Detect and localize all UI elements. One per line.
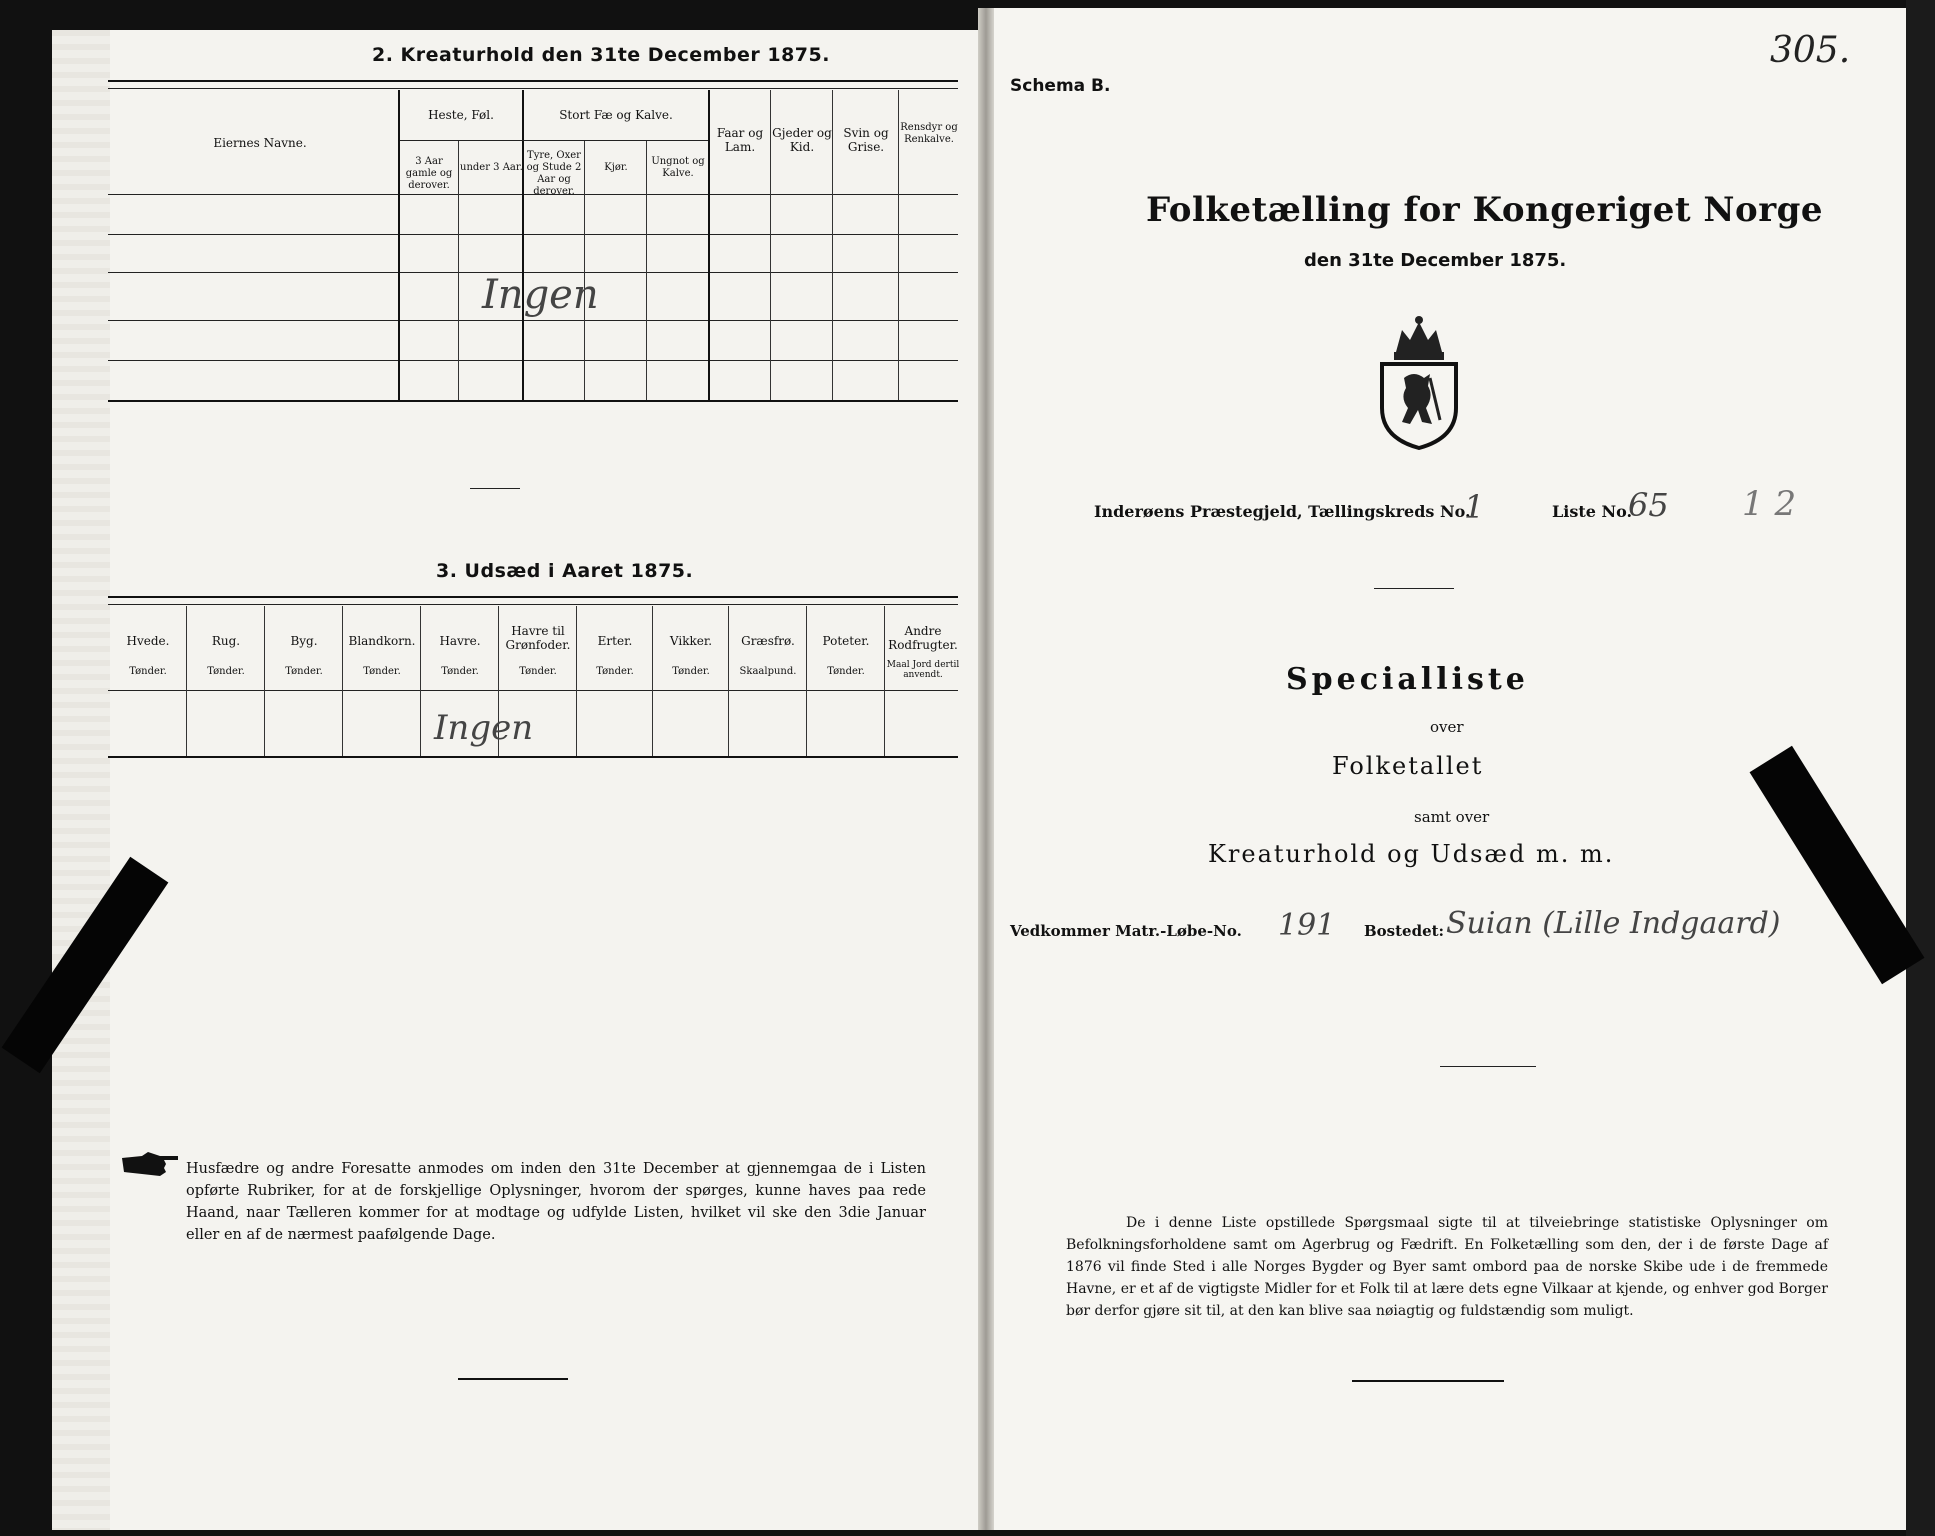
owner-name-header: Eiernes Navne. xyxy=(213,136,307,150)
cattle-header: Stort Fæ og Kalve. xyxy=(559,108,673,122)
goats-header: Gjeder og Kid. xyxy=(772,126,832,154)
section3-title: 3. Udsæd i Aaret 1875. xyxy=(436,560,694,582)
coat-of-arms-icon xyxy=(1374,312,1464,454)
cattle-bulls-header: Tyre, Oxer og Stude 2 Aar og derover. xyxy=(526,150,582,197)
table-rule xyxy=(400,140,708,141)
table-divider xyxy=(186,606,187,756)
cattle-cows-header: Kjør. xyxy=(604,162,628,173)
crop-header: Havre. xyxy=(439,634,481,648)
table-divider xyxy=(342,606,343,756)
crop-unit: Tønder. xyxy=(363,666,401,677)
district-number: 1 xyxy=(1464,488,1485,526)
crop-unit: Tønder. xyxy=(207,666,245,677)
crop-header: Andre Rodfrugter. xyxy=(888,624,958,652)
crop-unit: Tønder. xyxy=(129,666,167,677)
crop-header: Erter. xyxy=(597,634,633,648)
table-divider xyxy=(522,90,524,400)
sheep-header: Faar og Lam. xyxy=(716,126,764,154)
table-divider xyxy=(652,606,653,756)
crop-unit: Tønder. xyxy=(672,666,710,677)
crop-unit: Tønder. xyxy=(596,666,634,677)
bosted-value: Suian (Lille Indgaard) xyxy=(1446,906,1781,941)
table-divider xyxy=(646,140,647,400)
crop-header: Poteter. xyxy=(822,634,870,648)
folketallet-heading: Folketallet xyxy=(1332,752,1484,780)
main-title: Folketælling for Kongeriget Norge xyxy=(1146,190,1824,230)
table-divider xyxy=(398,90,400,400)
schema-label: Schema B. xyxy=(1010,76,1111,96)
left-page-margin xyxy=(52,30,110,1530)
separator-dash xyxy=(1352,1380,1504,1382)
table-divider xyxy=(898,90,899,400)
crop-header: Græsfrø. xyxy=(741,634,795,648)
crop-unit: Tønder. xyxy=(285,666,323,677)
crop-header: Havre til Grønfoder. xyxy=(505,624,571,652)
table-rule xyxy=(108,690,958,691)
crop-header: Byg. xyxy=(290,634,318,648)
crop-header: Blandkorn. xyxy=(348,634,416,648)
table-divider xyxy=(728,606,729,756)
table-divider xyxy=(832,90,833,400)
crop-unit: Tønder. xyxy=(441,666,479,677)
crop-unit: Maal Jord dertil anvendt. xyxy=(886,660,960,680)
table-rule xyxy=(108,360,958,361)
horses-under3-header: under 3 Aar. xyxy=(460,162,523,173)
table-divider xyxy=(458,140,459,400)
table-divider xyxy=(770,90,771,400)
left-page xyxy=(52,30,986,1530)
section2-title: 2. Kreaturhold den 31te December 1875. xyxy=(372,44,830,66)
table-divider xyxy=(584,140,585,400)
district-label: Inderøens Præstegjeld, Tællingskreds No. xyxy=(1094,502,1471,521)
table-divider xyxy=(806,606,807,756)
table-rule xyxy=(108,756,958,758)
book-spine xyxy=(978,8,994,1530)
matr-label: Vedkommer Matr.-Løbe-No. xyxy=(1010,922,1242,940)
table-rule xyxy=(108,596,958,598)
instructions-notice: Husfædre og andre Foresatte anmodes om inden den 31te December at gjennemgaa de i Listen opførte Rubriker, for at de forskjellige Oplysninger, hvorom der spørges, kunne haves paa rede Haand, naar Tælleren kommer for at modtage og udfylde Listen, hvilket vil ske den 3die Januar eller en af de nærmest paafølgende Dage. xyxy=(186,1161,926,1243)
table-divider xyxy=(576,606,577,756)
horses-3yr-header: 3 Aar gamle og derover. xyxy=(405,156,453,191)
crop-unit: Tønder. xyxy=(519,666,557,677)
reindeer-header: Rensdyr og Renkalve. xyxy=(900,122,958,145)
horses-header: Heste, Føl. xyxy=(428,108,494,122)
crop-unit: Tønder. xyxy=(827,666,865,677)
bosted-label: Bostedet: xyxy=(1364,922,1445,940)
table-rule xyxy=(108,80,958,82)
separator-dash xyxy=(1374,588,1454,589)
list-number: 65 xyxy=(1628,486,1669,524)
handwritten-ingen: Ingen xyxy=(434,708,534,748)
table-divider xyxy=(420,606,421,756)
table-divider xyxy=(264,606,265,756)
table-rule xyxy=(108,604,958,605)
separator-dash xyxy=(1440,1066,1536,1067)
matr-number: 191 xyxy=(1278,908,1336,943)
crop-header: Rug. xyxy=(211,634,241,648)
pointing-hand-icon xyxy=(120,1150,180,1182)
table-rule xyxy=(108,400,958,402)
census-date: den 31te December 1875. xyxy=(1304,250,1567,271)
cattle-young-header: Ungnot og Kalve. xyxy=(651,156,705,179)
pigs-header: Svin og Grise. xyxy=(843,126,889,154)
list-extra-annotation: 1 2 xyxy=(1742,484,1797,524)
table-rule xyxy=(108,88,958,89)
list-label: Liste No. xyxy=(1552,502,1633,521)
crop-header: Hvede. xyxy=(126,634,170,648)
census-explanation: De i denne Liste opstillede Spørgsmaal sigte til at tilveiebringe statistiske Oplysninger om Befolkningsforholdene samt om Agerbrug og Fædrift. En Folketælling som den, der i de første Dage af 1876 vil finde Sted i alle Norges Bygder og Byer samt ombord paa de norske Skibe ude i de fremmede Havne, er et af de vigtigste Midler for et Folk til at lære dets egne Vilkaar at kjende, og enhver god Borger bør derfor gjøre sit til, at den kan blive saa nøiagtig og fuldstændig som muligt. xyxy=(1066,1215,1828,1319)
crop-unit: Skaalpund. xyxy=(739,666,797,677)
table-rule xyxy=(108,320,958,321)
page-edge xyxy=(1906,0,1935,1536)
specialliste-heading: Specialliste xyxy=(1286,662,1529,697)
table-divider xyxy=(884,606,885,756)
over-text: over xyxy=(1430,718,1464,736)
separator-dash xyxy=(458,1378,568,1380)
crop-header: Vikker. xyxy=(669,634,713,648)
handwritten-ingen: Ingen xyxy=(482,272,599,318)
table-rule xyxy=(108,234,958,235)
kreaturhold-heading: Kreaturhold og Udsæd m. m. xyxy=(1208,840,1615,868)
samt-over-text: samt over xyxy=(1414,808,1490,826)
separator-dash xyxy=(470,488,520,489)
page-number: 305. xyxy=(1770,30,1851,71)
